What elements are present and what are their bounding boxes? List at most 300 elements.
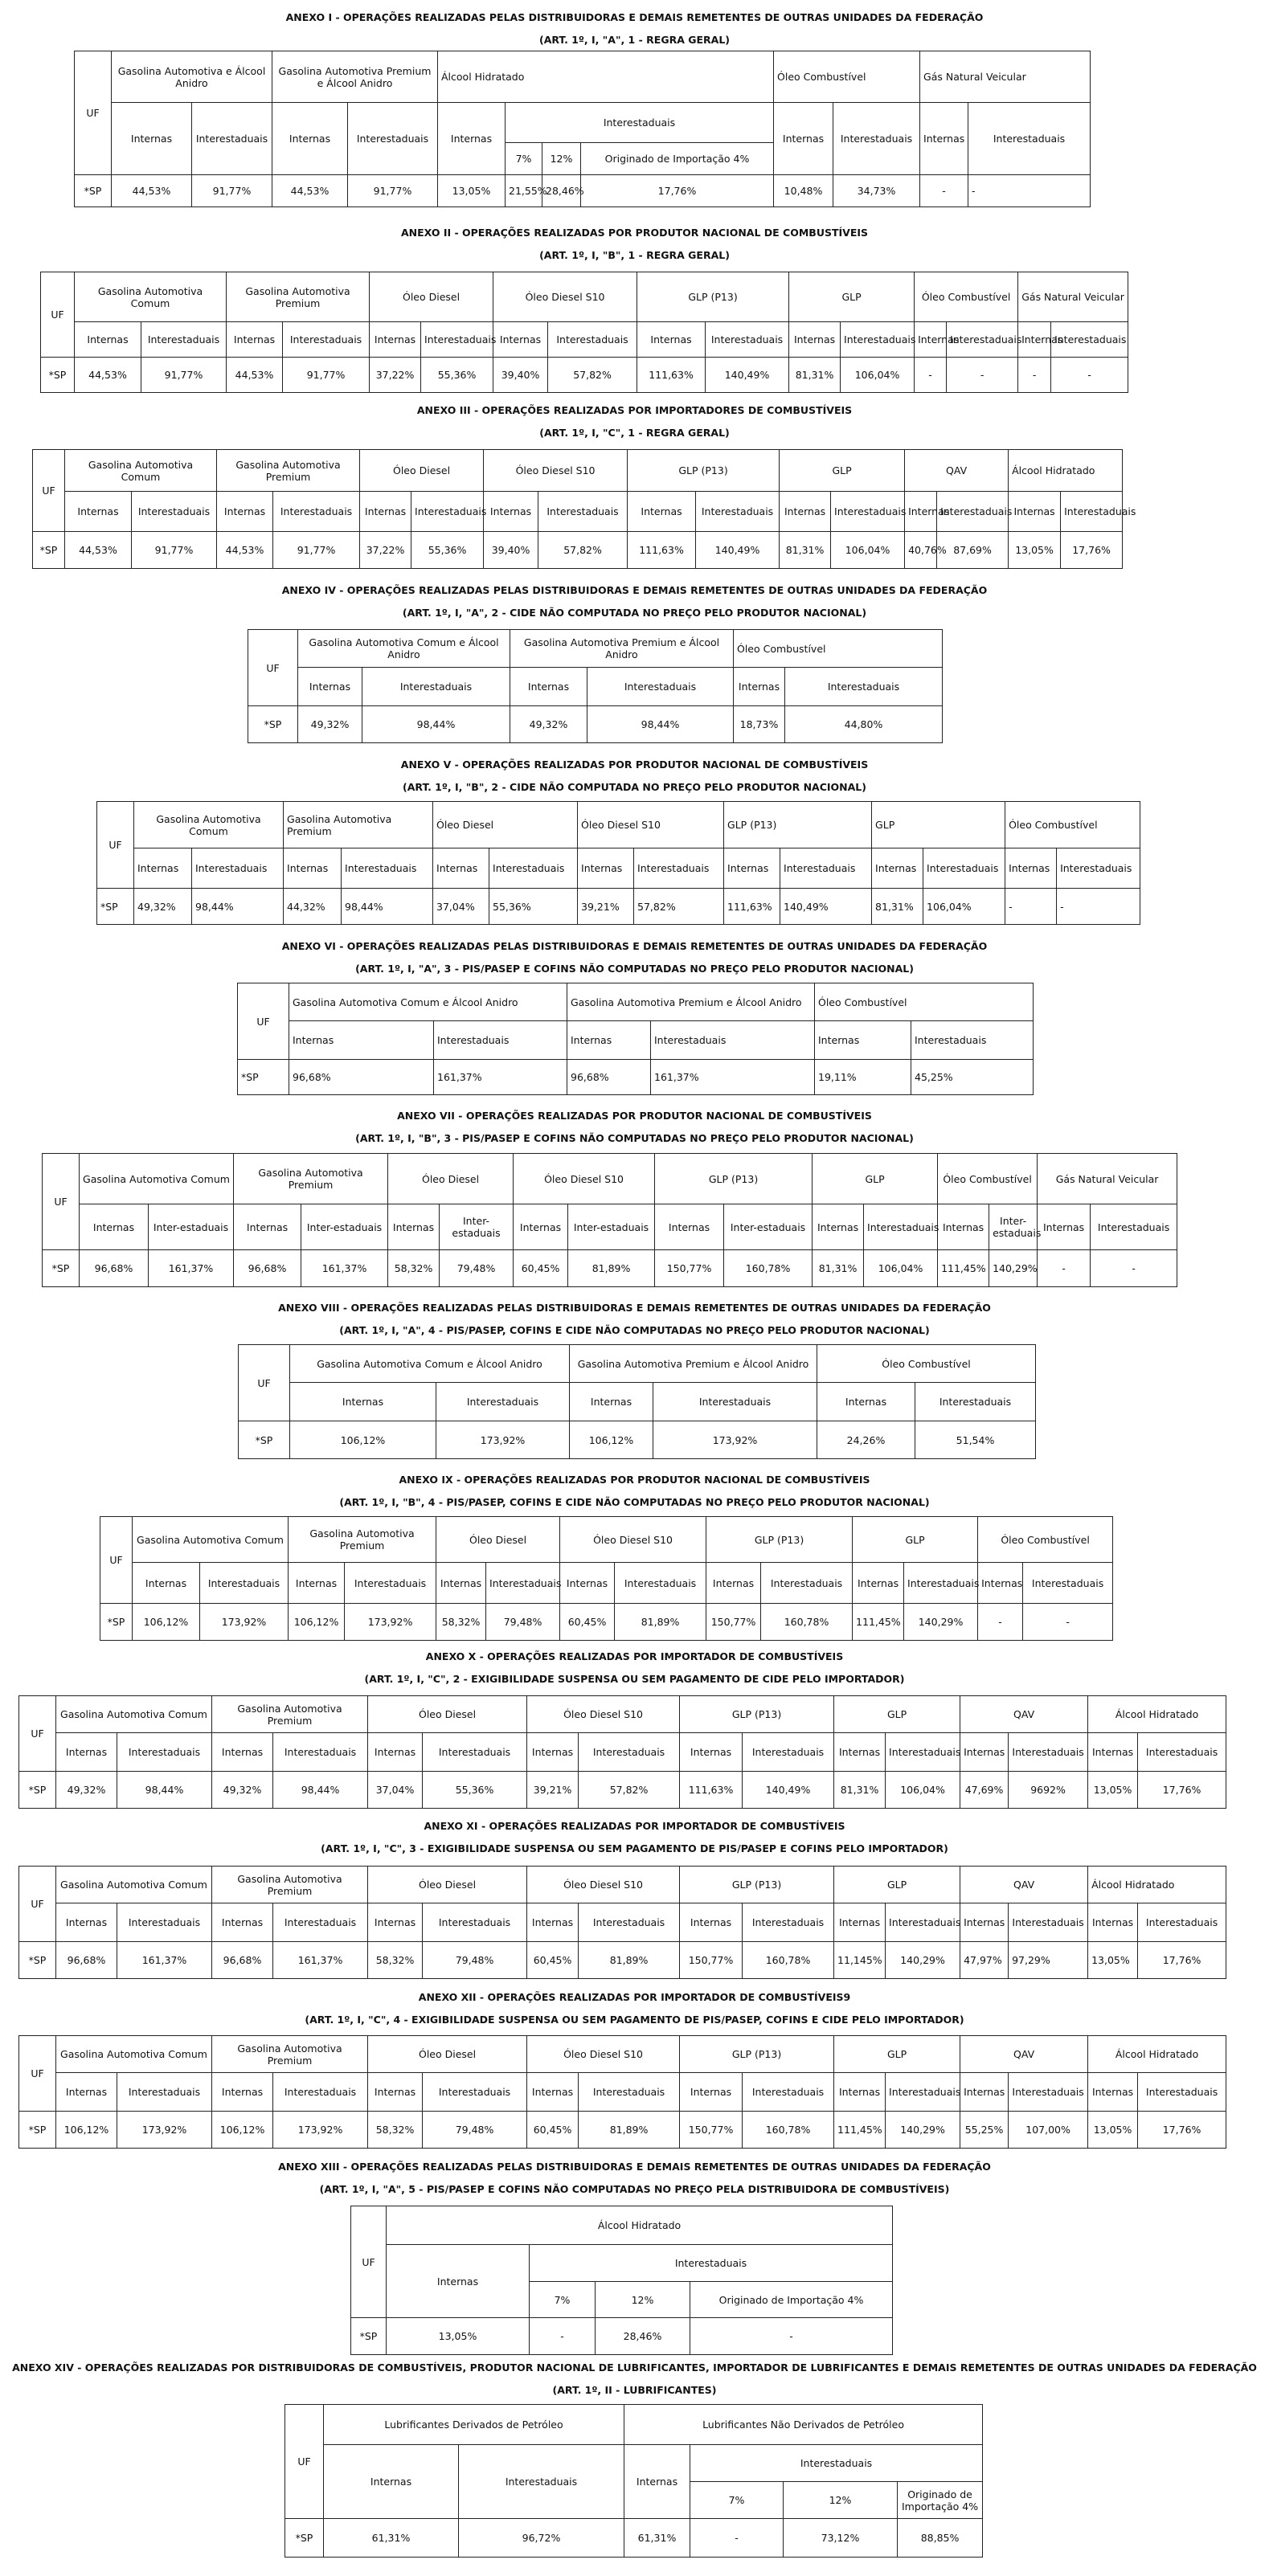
anexo-ii-table (40, 272, 1128, 393)
rate-cell: 49,32% (212, 1772, 273, 1809)
rate-cell: 39,40% (484, 532, 538, 569)
header-cell: Internas (680, 1903, 743, 1942)
rate-cell: 106,12% (290, 1421, 436, 1459)
header-cell: Inter-estaduais (724, 1204, 813, 1250)
rate-cell: 57,82% (538, 532, 628, 569)
header-cell: Interestaduais (1138, 2073, 1226, 2112)
rate-cell: 58,32% (368, 1942, 423, 1979)
rate-cell: 49,32% (298, 706, 362, 743)
header-cell: GLP (813, 1154, 938, 1204)
anexo-iv-subtitle: (ART. 1º, I, "A", 2 - CIDE NÃO COMPUTADA NO PREÇO PELO PRODUTOR NACIONAL) (402, 607, 867, 619)
header-cell: GLP (853, 1517, 978, 1563)
anexo-iii-subtitle: (ART. 1º, I, "C", 1 - REGRA GERAL) (539, 427, 730, 439)
rate-cell: 91,77% (141, 358, 227, 393)
header-cell: GLP (P13) (628, 450, 780, 492)
header-cell: Gasolina Automotiva Comum (80, 1154, 234, 1204)
anexo-ix-title: ANEXO IX - OPERAÇÕES REALIZADAS POR PRODUTOR NACIONAL DE COMBUSTÍVEIS (399, 1474, 870, 1486)
rate-cell: 79,48% (486, 1604, 560, 1641)
header-cell: Interestaduais (283, 322, 370, 358)
header-cell: Óleo Diesel S10 (527, 1867, 680, 1903)
header-cell: Óleo Diesel S10 (578, 802, 724, 848)
header-cell: Internas (527, 2073, 579, 2112)
header-cell: GLP (P13) (637, 272, 789, 322)
header-cell: Interestaduais (1091, 1204, 1177, 1250)
header-cell: Óleo Diesel S10 (560, 1517, 706, 1563)
uf-header-cell: UF (97, 802, 134, 889)
header-cell: Internas (1005, 848, 1057, 889)
header-cell: Originado de Importação 4% (581, 143, 774, 175)
anexo-xiii-table (350, 2206, 893, 2355)
rate-cell: 106,12% (289, 1604, 345, 1641)
header-row (19, 1867, 1226, 1903)
header-cell: Internas (780, 492, 831, 532)
header-cell: Internas (872, 848, 923, 889)
data-row (97, 889, 1140, 925)
rate-cell: 81,89% (579, 1942, 680, 1979)
rate-cell: 140,49% (706, 358, 789, 393)
header-row (239, 1383, 1036, 1421)
header-cell: Interestaduais (423, 1903, 527, 1942)
header-cell: Internas (1088, 1903, 1138, 1942)
rate-cell: 140,29% (989, 1250, 1038, 1287)
header-cell: Interestaduais (743, 1903, 834, 1942)
data-row (238, 1060, 1034, 1095)
header-cell: Internas (80, 1204, 149, 1250)
rate-cell: - (1051, 358, 1128, 393)
state-cell: *SP (238, 1060, 289, 1095)
header-cell: Gasolina Automotiva Premium (212, 1696, 368, 1733)
header-cell: Internas (960, 1903, 1009, 1942)
rate-cell: 91,77% (283, 358, 370, 393)
header-cell: Interestaduais (579, 1903, 680, 1942)
rate-cell: 81,31% (813, 1250, 864, 1287)
header-cell: Interestaduais (434, 1021, 567, 1060)
header-cell: Gasolina Automotiva Premium (284, 802, 433, 848)
anexo-ix-subtitle: (ART. 1º, I, "B", 4 - PIS/PASEP, COFINS E CIDE NÃO COMPUTADAS NO PREÇO PELO PRODUTOR NACIONAL) (339, 1496, 930, 1508)
anexo-vi-table (237, 983, 1034, 1095)
rate-cell: 9692% (1009, 1772, 1088, 1809)
header-cell: Interestaduais (690, 2445, 983, 2482)
rate-cell: 106,04% (864, 1250, 938, 1287)
header-cell: Internas (289, 1563, 345, 1604)
header-cell: Internas (56, 1903, 117, 1942)
rate-cell: 106,04% (886, 1772, 960, 1809)
header-cell: 7% (690, 2482, 784, 2519)
rate-cell: 44,53% (65, 532, 132, 569)
rate-cell: 81,31% (789, 358, 841, 393)
rate-cell: 140,29% (886, 1942, 960, 1979)
header-cell: Internas (915, 322, 947, 358)
header-cell: Gás Natural Veicular (1018, 272, 1128, 322)
header-cell: Interestaduais (436, 1383, 570, 1421)
header-cell: Gasolina Automotiva Comum e Álcool Anidro (298, 630, 510, 668)
rate-cell: 40,76% (905, 532, 937, 569)
header-cell: Interestaduais (886, 1903, 960, 1942)
header-cell: Interestaduais (411, 492, 484, 532)
header-cell: Interestaduais (117, 1733, 212, 1772)
header-cell: 12% (542, 143, 581, 175)
rate-cell: 96,68% (212, 1942, 273, 1979)
state-cell: *SP (19, 2112, 56, 2149)
header-cell: Interestaduais (192, 103, 272, 175)
header-cell: Internas (227, 322, 283, 358)
header-row (41, 272, 1128, 322)
state-cell: *SP (75, 175, 112, 207)
header-cell: Internas (75, 322, 141, 358)
header-cell: Internas (817, 1383, 915, 1421)
header-cell: Interestaduais (506, 103, 774, 143)
rate-cell: 150,77% (655, 1250, 724, 1287)
header-cell: Internas (570, 1383, 653, 1421)
rate-cell: 47,69% (960, 1772, 1009, 1809)
header-cell: Internas (217, 492, 273, 532)
header-cell: Interestaduais (780, 848, 872, 889)
header-cell: Gasolina Automotiva Premium (212, 2036, 368, 2073)
header-cell: Interestaduais (489, 848, 578, 889)
header-cell: Internas (1018, 322, 1051, 358)
anexo-ix-table (100, 1516, 1113, 1641)
header-cell: Interestaduais (706, 322, 789, 358)
header-cell: QAV (960, 1696, 1088, 1733)
header-cell: Interestaduais (1023, 1563, 1113, 1604)
header-cell: Inter-estaduais (989, 1204, 1038, 1250)
rate-cell: 37,04% (433, 889, 489, 925)
rate-cell: 173,92% (200, 1604, 289, 1641)
header-cell: Inter-estaduais (568, 1204, 655, 1250)
header-cell: Interestaduais (423, 1733, 527, 1772)
rate-cell: 44,80% (785, 706, 943, 743)
rate-cell: 81,31% (834, 1772, 886, 1809)
rate-cell: 34,73% (833, 175, 920, 207)
header-cell: Internas (212, 1733, 273, 1772)
header-cell: GLP (P13) (724, 802, 872, 848)
header-cell: Interestaduais (459, 2445, 624, 2519)
rate-cell: 106,04% (923, 889, 1005, 925)
header-cell: Gasolina Automotiva Premium (217, 450, 360, 492)
state-cell: *SP (285, 2519, 324, 2558)
rate-cell: 88,85% (898, 2519, 983, 2558)
anexo-ii-subtitle: (ART. 1º, I, "B", 1 - REGRA GERAL) (539, 249, 730, 261)
header-cell: Internas (284, 848, 342, 889)
header-cell: Internas (112, 103, 192, 175)
anexo-vi-subtitle: (ART. 1º, I, "A", 3 - PIS/PASEP E COFINS NÃO COMPUTADAS NO PREÇO PELO PRODUTOR NACIONAL) (355, 963, 914, 975)
rate-cell: 57,82% (579, 1772, 680, 1809)
rate-cell: 91,77% (132, 532, 217, 569)
anexo-i-title: ANEXO I - OPERAÇÕES REALIZADAS PELAS DISTRIBUIDORAS E DEMAIS REMETENTES DE OUTRAS UNIDADES DA FEDERAÇÃO (285, 11, 984, 23)
header-cell: Óleo Diesel (368, 2036, 527, 2073)
header-cell: Internas (212, 1903, 273, 1942)
header-row (285, 2445, 983, 2482)
data-row (43, 1250, 1177, 1287)
state-cell: *SP (97, 889, 134, 925)
header-cell: Internas (628, 492, 696, 532)
rate-cell: 98,44% (273, 1772, 368, 1809)
header-cell: GLP (780, 450, 905, 492)
header-cell: 7% (506, 143, 542, 175)
header-cell: Lubrificantes Não Derivados de Petróleo (624, 2405, 983, 2445)
rate-cell: - (1038, 1250, 1091, 1287)
state-cell: *SP (19, 1772, 56, 1809)
header-cell: Internas (938, 1204, 989, 1250)
uf-header-cell: UF (43, 1154, 80, 1250)
header-cell: Internas (1088, 1733, 1138, 1772)
header-cell: Internas (368, 2073, 423, 2112)
rate-cell: - (1057, 889, 1140, 925)
rate-cell: 24,26% (817, 1421, 915, 1459)
header-cell: QAV (905, 450, 1009, 492)
rate-cell: 60,45% (527, 2112, 579, 2149)
header-row (239, 1345, 1036, 1383)
header-row (351, 2206, 893, 2245)
header-cell: Internas (433, 848, 489, 889)
header-cell: Óleo Diesel (368, 1696, 527, 1733)
header-row (19, 2073, 1226, 2112)
header-cell: Internas (774, 103, 833, 175)
header-cell: Interestaduais (833, 103, 920, 175)
rate-cell: 39,21% (527, 1772, 579, 1809)
header-cell: Interestaduais (831, 492, 905, 532)
anexo-vii-title: ANEXO VII - OPERAÇÕES REALIZADAS POR PRODUTOR NACIONAL DE COMBUSTÍVEIS (397, 1110, 872, 1122)
header-cell: Óleo Combustível (734, 630, 943, 668)
header-row (19, 1696, 1226, 1733)
rate-cell: 160,78% (724, 1250, 813, 1287)
rate-cell: 18,73% (734, 706, 785, 743)
header-cell: Álcool Hidratado (1088, 2036, 1226, 2073)
header-cell: GLP (789, 272, 915, 322)
header-cell: Interestaduais (904, 1563, 978, 1604)
header-row (238, 1021, 1034, 1060)
rate-cell: 13,05% (1088, 1942, 1138, 1979)
state-cell: *SP (43, 1250, 80, 1287)
anexo-v-table (96, 801, 1140, 925)
rate-cell: 111,45% (938, 1250, 989, 1287)
rate-cell: 173,92% (273, 2112, 368, 2149)
header-cell: Internas (65, 492, 132, 532)
header-cell: Interestaduais (886, 1733, 960, 1772)
uf-header-cell: UF (41, 272, 75, 358)
rate-cell: 57,82% (548, 358, 637, 393)
rate-cell: 44,53% (217, 532, 273, 569)
header-row (97, 848, 1140, 889)
rate-cell: 96,68% (289, 1060, 434, 1095)
header-cell: Óleo Diesel (436, 1517, 560, 1563)
rate-cell: 17,76% (1138, 1772, 1226, 1809)
header-cell: Internas (438, 103, 506, 175)
header-row (19, 2036, 1226, 2073)
rate-cell: - (978, 1604, 1023, 1641)
header-cell: Internas (815, 1021, 911, 1060)
header-cell: Interestaduais (579, 2073, 680, 2112)
rate-cell: 17,76% (1138, 1942, 1226, 1979)
rate-cell: 49,32% (56, 1772, 117, 1809)
rate-cell: 57,82% (634, 889, 724, 925)
anexo-i-table (74, 51, 1091, 207)
header-cell: Inter-estaduais (440, 1204, 514, 1250)
rate-cell: - (920, 175, 968, 207)
header-cell: Interestaduais (423, 2073, 527, 2112)
header-cell: Internas (368, 1733, 423, 1772)
anexo-i-subtitle: (ART. 1º, I, "A", 1 - REGRA GERAL) (538, 34, 731, 46)
header-cell: Internas (289, 1021, 434, 1060)
header-cell: 7% (530, 2282, 596, 2318)
header-cell: Gasolina Automotiva Premium e Álcool Anidro (567, 983, 815, 1021)
state-cell: *SP (41, 358, 75, 393)
rate-cell: 173,92% (345, 1604, 436, 1641)
header-cell: Óleo Combustível (815, 983, 1034, 1021)
header-cell: Internas (234, 1204, 301, 1250)
header-cell: Gasolina Automotiva Comum (134, 802, 284, 848)
header-row (43, 1204, 1177, 1250)
rate-cell: 150,77% (680, 1942, 743, 1979)
header-cell: Internas (370, 322, 421, 358)
rate-cell: 161,37% (651, 1060, 815, 1095)
rate-cell: - (1091, 1250, 1177, 1287)
header-cell: Internas (680, 1733, 743, 1772)
header-row (19, 1733, 1226, 1772)
anexo-x-subtitle: (ART. 1º, I, "C", 2 - EXIGIBILIDADE SUSPENSA OU SEM PAGAMENTO DE CIDE PELO IMPORTADOR) (364, 1673, 905, 1685)
header-cell: Internas (360, 492, 411, 532)
data-row (248, 706, 943, 743)
header-cell: Internas (368, 1903, 423, 1942)
header-cell: Óleo Combustível (915, 272, 1018, 322)
rate-cell: 13,05% (1009, 532, 1061, 569)
rate-cell: 81,89% (568, 1250, 655, 1287)
rate-cell: 61,31% (624, 2519, 690, 2558)
rate-cell: 44,53% (227, 358, 283, 393)
header-cell: Internas (324, 2445, 459, 2519)
header-cell: GLP (P13) (706, 1517, 853, 1563)
data-row (100, 1604, 1113, 1641)
rate-cell: 60,45% (527, 1942, 579, 1979)
header-cell: GLP (834, 2036, 960, 2073)
state-cell: *SP (100, 1604, 133, 1641)
header-row (33, 450, 1123, 492)
anexo-iv-table (248, 629, 943, 743)
uf-header-cell: UF (75, 51, 112, 175)
anexo-vi-title: ANEXO VI - OPERAÇÕES REALIZADAS PELAS DISTRIBUIDORAS E DEMAIS REMETENTES DE OUTRAS UNIDADES DA FEDERAÇÃO (281, 940, 988, 952)
header-cell: Internas (734, 668, 785, 706)
header-cell: Interestaduais (785, 668, 943, 706)
header-cell: Interestaduais (947, 322, 1018, 358)
header-cell: Internas (853, 1563, 904, 1604)
data-row (75, 175, 1091, 207)
rate-cell: 140,49% (743, 1772, 834, 1809)
header-cell: Internas (298, 668, 362, 706)
header-cell: Internas (834, 1903, 886, 1942)
header-row (100, 1563, 1113, 1604)
rate-cell: - (690, 2318, 893, 2355)
header-row (41, 322, 1128, 358)
anexo-xi-title: ANEXO XI - OPERAÇÕES REALIZADAS POR IMPORTADOR DE COMBUSTÍVEIS (424, 1820, 845, 1832)
header-cell: Internas (436, 1563, 486, 1604)
state-cell: *SP (33, 532, 65, 569)
header-cell: Internas (560, 1563, 615, 1604)
header-cell: Interestaduais (886, 2073, 960, 2112)
rate-cell: 106,12% (133, 1604, 200, 1641)
header-cell: Gasolina Automotiva Premium e Álcool Anidro (570, 1345, 817, 1383)
header-cell: Interestaduais (653, 1383, 817, 1421)
rate-cell: 73,12% (784, 2519, 898, 2558)
anexo-v-subtitle: (ART. 1º, I, "B", 2 - CIDE NÃO COMPUTADA NO PREÇO PELO PRODUTOR NACIONAL) (403, 781, 866, 793)
header-cell: Interestaduais (651, 1021, 815, 1060)
anexo-xiii-title: ANEXO XIII - OPERAÇÕES REALIZADAS PELAS DISTRIBUIDORAS E DEMAIS REMETENTES DE OUTRAS UNIDADES DA FEDERAÇÃO (278, 2161, 991, 2173)
rate-cell: 37,22% (360, 532, 411, 569)
header-cell: Interestaduais (841, 322, 915, 358)
rate-cell: 160,78% (743, 1942, 834, 1979)
header-row (285, 2405, 983, 2445)
header-cell: Gasolina Automotiva Premium (212, 1867, 368, 1903)
uf-header-cell: UF (100, 1517, 133, 1604)
rate-cell: 39,21% (578, 889, 634, 925)
header-cell: Interestaduais (923, 848, 1005, 889)
rate-cell: 98,44% (192, 889, 284, 925)
header-cell: Óleo Diesel (433, 802, 578, 848)
header-cell: Internas (724, 848, 780, 889)
header-cell: Internas (567, 1021, 651, 1060)
rate-cell: 13,05% (1088, 2112, 1138, 2149)
anexo-vii-table (42, 1153, 1177, 1287)
rate-cell: 58,32% (388, 1250, 440, 1287)
data-row (351, 2318, 893, 2355)
header-cell: Interestaduais (1009, 2073, 1088, 2112)
anexo-xi-subtitle: (ART. 1º, I, "C", 3 - EXIGIBILIDADE SUSPENSA OU SEM PAGAMENTO DE PIS/PASEP E COFINS PELO IMPORTADOR) (321, 1842, 948, 1854)
header-cell: Interestaduais (348, 103, 438, 175)
header-cell: Internas (978, 1563, 1023, 1604)
header-row (19, 1903, 1226, 1942)
header-cell: Interestaduais (342, 848, 433, 889)
data-row (19, 1772, 1226, 1809)
header-cell: Gasolina Automotiva Comum (56, 1696, 212, 1733)
rate-cell: 96,72% (459, 2519, 624, 2558)
header-cell: Óleo Diesel (368, 1867, 527, 1903)
header-cell: GLP (834, 1867, 960, 1903)
rate-cell: 10,48% (774, 175, 833, 207)
header-cell: Interestaduais (743, 2073, 834, 2112)
anexo-xii-title: ANEXO XII - OPERAÇÕES REALIZADAS POR IMPORTADOR DE COMBUSTÍVEIS9 (418, 1991, 851, 2003)
rate-cell: 21,55% (506, 175, 542, 207)
header-cell: Óleo Diesel (388, 1154, 514, 1204)
rate-cell: 91,77% (348, 175, 438, 207)
rate-cell: 96,68% (56, 1942, 117, 1979)
header-cell: Lubrificantes Derivados de Petróleo (324, 2405, 624, 2445)
data-row (19, 1942, 1226, 1979)
header-cell: Internas (680, 2073, 743, 2112)
header-cell: 12% (784, 2482, 898, 2519)
anexo-viii-subtitle: (ART. 1º, I, "A", 4 - PIS/PASEP, COFINS E CIDE NÃO COMPUTADAS NO PREÇO PELO PRODUTOR NACIONAL) (339, 1324, 930, 1336)
header-row (33, 492, 1123, 532)
header-cell: GLP (P13) (655, 1154, 813, 1204)
header-cell: Interestaduais (1057, 848, 1140, 889)
header-cell: Álcool Hidratado (1009, 450, 1123, 492)
rate-cell: 161,37% (273, 1942, 368, 1979)
rate-cell: 13,05% (387, 2318, 530, 2355)
header-cell: Interestaduais (345, 1563, 436, 1604)
rate-cell: 106,04% (841, 358, 915, 393)
header-cell: Interestaduais (1138, 1733, 1226, 1772)
header-cell: Internas (1038, 1204, 1091, 1250)
rate-cell: - (915, 358, 947, 393)
data-row (41, 358, 1128, 393)
header-cell: Internas (834, 2073, 886, 2112)
header-cell: Interestaduais (421, 322, 493, 358)
header-cell: GLP (P13) (680, 1696, 834, 1733)
header-cell: Álcool Hidratado (1088, 1867, 1226, 1903)
header-row (248, 630, 943, 668)
header-cell: Internas (272, 103, 348, 175)
header-cell: Óleo Combustível (774, 51, 920, 103)
rate-cell: 140,29% (904, 1604, 978, 1641)
rate-cell: 17,76% (1138, 2112, 1226, 2149)
